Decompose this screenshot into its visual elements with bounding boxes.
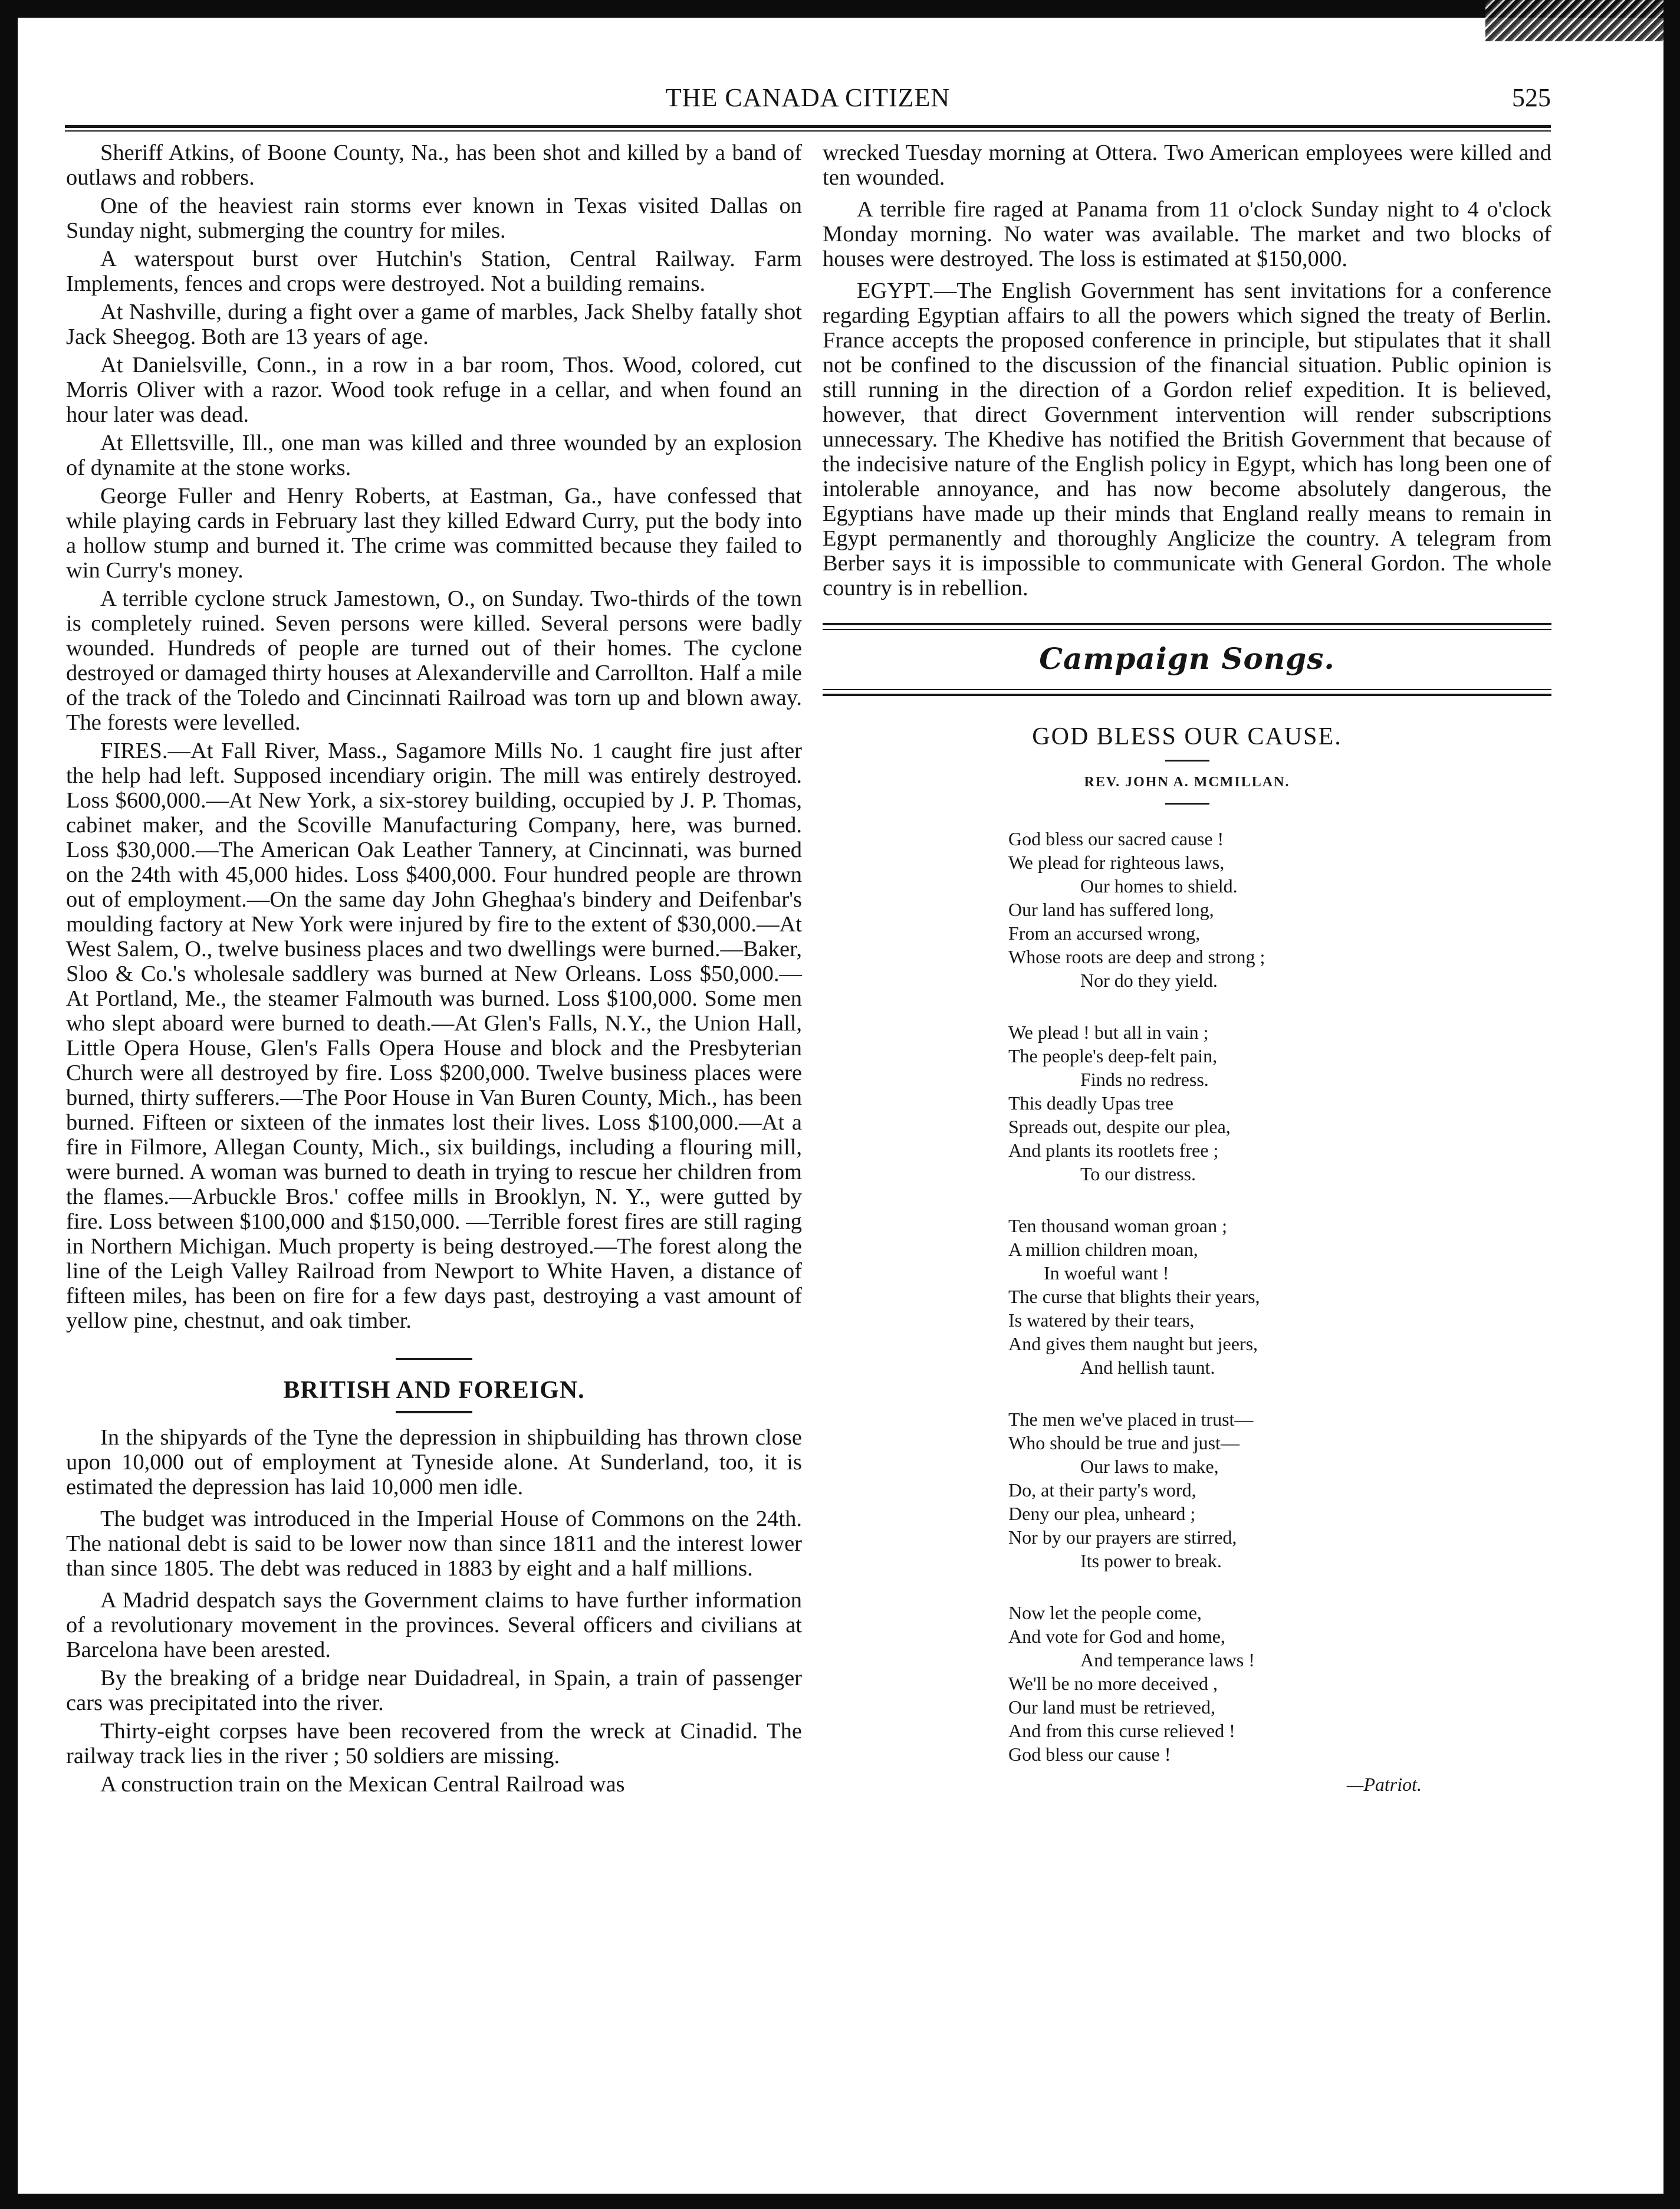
- foreign-item: The budget was introduced in the Imperial House of Commons on the 24th. The national debt is said to be lower now than since 1811 and the interest lower than since 1805. The debt was reduced in 1883 by eight and a half millions.: [66, 1506, 802, 1581]
- news-item: One of the heaviest rain storms ever known in Texas visited Dallas on Sunday night, submerging the country for miles.: [66, 193, 802, 243]
- poem-line: Nor by our prayers are stirred,: [1008, 1527, 1237, 1548]
- scan-edge-left: [0, 0, 18, 2209]
- poem-line: Who should be true and just—: [1008, 1432, 1240, 1453]
- poem-signature: —Patriot.: [1346, 1774, 1422, 1795]
- foreign-item: A Madrid despatch says the Government claims to have further information of a revolutionary movement in the provinces. Several officers and civilians at Barcelona have been arested.: [66, 1588, 802, 1662]
- page-header: [65, 83, 1551, 118]
- double-rule: [823, 623, 1551, 625]
- news-item: A waterspout burst over Hutchin's Station, Central Railway. Farm Implements, fences and crops were destroyed. Not a building remains.: [66, 247, 802, 296]
- poem-line: Do, at their party's word,: [1008, 1479, 1196, 1501]
- poem-line: In woeful want !: [1044, 1262, 1169, 1284]
- poem-line: Nor do they yield.: [1080, 970, 1218, 991]
- poem-line: Now let the people come,: [1008, 1602, 1202, 1623]
- poem-line: Is watered by their tears,: [1008, 1309, 1195, 1331]
- foreign-item: In the shipyards of the Tyne the depression in shipbuilding has thrown close upon 10,000 out of employment at Tyneside alone. At Sunderland, too, it is estimated the depression has laid 10,000 men idle.: [66, 1425, 802, 1499]
- news-item: A terrible cyclone struck Jamestown, O., on Sunday. Two-thirds of the town is completely ruined. Seven persons were killed. Several persons were badly wounded. Hundreds of people are turned out of their homes. The cyclone destroyed or damaged thirty houses at Alexanderville and Carrollton. Half a mile of the track of the Toledo and Cincinnati Railroad was torn up and blown away. The forests were levelled.: [66, 586, 802, 735]
- poem-line: Deny our plea, unheard ;: [1008, 1503, 1196, 1524]
- poem-stanza: [1008, 1020, 1551, 1186]
- poem-line: And from this curse relieved !: [1008, 1720, 1235, 1741]
- poem-line: From an accursed wrong,: [1008, 923, 1201, 944]
- poem-line: To our distress.: [1080, 1163, 1196, 1184]
- section-rule: [396, 1411, 472, 1413]
- campaign-songs-heading: Campaign Songs.: [1039, 641, 1335, 676]
- campaign-box-top: [823, 623, 1551, 630]
- poem-line: We plead for righteous laws,: [1008, 852, 1225, 873]
- fires-item: FIRES.—At Fall River, Mass., Sagamore Mills No. 1 caught fire just after the help had left. Supposed incendiary origin. The mill was entirely destroyed. Loss $600,000.—At New York, a six-storey building, occupied by J. P. Thomas, cabinet maker, and the Scoville Manufacturing Company, here, was burned. Loss $30,000.—The American Oak Leather Tannery, at Cincinnati, was burned on the 24th with 45,000 hides. Loss $400,000. Four hundred people are thrown out of employment.—On the same day John Gheghaa's bindery and Deifenbar's moulding factory at New York were injured by fire to the extent of $30,000.—At West Salem, O., twelve business places and two dwellings were burned.—Baker, Sloo & Co.'s wholesale saddlery was burned at New Orleans. Loss $50,000.— At Portland, Me., the steamer Falmouth was burned. Loss $100,000. Some men who slept aboard were burned to death.—At Glen's Falls, N.Y., the Union Hall, Little Opera House, Glen's Falls Opera House and block and the Presbyterian Church were all destroyed by fire. Loss $200,000. Twelve business places were burned, thirty sufferers.—The Poor House in Van Buren County, Mich., has been burned. Fifteen or sixteen of the inmates lost their lives. Loss $100,000.—At a fire in Filmore, Allegan County, Mich., six buildings, including a flouring mill, were burned. A woman was burned to death in trying to rescue her children from the flames.—Arbuckle Bros.' coffee mills in Brooklyn, N. Y., were gutted by fire. Loss between $100,000 and $150,000. —Terrible forest fires are still raging in Northern Michigan. Much property is being destroyed.—The forest along the line of the Leigh Valley Railroad from Newport to White Haven, a distance of fifteen miles, has been on fire for a few days past, destroying a vast amount of yellow pine, chestnut, and oak timber.: [66, 738, 802, 1333]
- poem-rule: [1165, 803, 1209, 805]
- poem-title: GOD BLESS OUR CAUSE.: [1032, 723, 1342, 750]
- poem-line: We plead ! but all in vain ;: [1008, 1022, 1209, 1043]
- scan-edge-right: [1663, 0, 1680, 2209]
- thin-rule: [823, 689, 1551, 690]
- news-item: Sheriff Atkins, of Boone County, Na., has been shot and killed by a band of outlaws and robbers.: [66, 140, 802, 190]
- poem-line: And hellish taunt.: [1080, 1357, 1215, 1378]
- section-rule: [396, 1358, 472, 1360]
- poem-line: And temperance laws !: [1080, 1649, 1255, 1670]
- news-item: A terrible fire raged at Panama from 11 o'clock Sunday night to 4 o'clock Monday morning. No water was available. The market and two blocks of houses were destroyed. The loss is estimated at $150,000.: [823, 197, 1551, 271]
- poem-line: Our laws to make,: [1080, 1456, 1219, 1477]
- poem-line: Spreads out, despite our plea,: [1008, 1116, 1231, 1137]
- poem-line: And vote for God and home,: [1008, 1626, 1225, 1647]
- poem-line: A million children moan,: [1008, 1239, 1198, 1260]
- scan-edge-top: [0, 0, 1680, 18]
- header-rule-thin: [65, 130, 1551, 132]
- poem-line: Our land has suffered long,: [1008, 899, 1214, 920]
- thin-rule: [823, 629, 1551, 630]
- double-rule: [823, 694, 1551, 696]
- section-heading: BRITISH AND FOREIGN.: [283, 1377, 585, 1404]
- news-item: At Ellettsville, Ill., one man was killed and three wounded by an explosion of dynamite at the stone works.: [66, 431, 802, 480]
- poem-line: The curse that blights their years,: [1008, 1286, 1260, 1307]
- poem-line: The men we've placed in trust—: [1008, 1409, 1254, 1430]
- poem-author: REV. JOHN A. MCMILLAN.: [1084, 774, 1290, 790]
- poem-line: Ten thousand woman groan ;: [1008, 1215, 1228, 1236]
- poem-line: God bless our sacred cause !: [1008, 828, 1224, 849]
- poem-line: We'll be no more deceived ,: [1008, 1673, 1218, 1694]
- poem-stanza: [1008, 1601, 1551, 1766]
- poem-line: Its power to break.: [1080, 1550, 1222, 1571]
- poem-line: Whose roots are deep and strong ;: [1008, 946, 1265, 967]
- poem-line: God bless our cause !: [1008, 1744, 1171, 1765]
- campaign-box-bottom: [823, 689, 1551, 696]
- left-column: [66, 140, 802, 1800]
- foreign-item: By the breaking of a bridge near Duidadreal, in Spain, a train of passenger cars was precipitated into the river.: [66, 1666, 802, 1715]
- poem-stanza: [1008, 1407, 1551, 1573]
- poem-stanza: [1008, 827, 1551, 992]
- poem-line: Our homes to shield.: [1080, 875, 1238, 897]
- egypt-item: EGYPT.—The English Government has sent invitations for a conference regarding Egyptian affairs to all the powers which signed the treaty of Berlin. France accepts the proposed conference in principle, but stipulates that it shall not be confined to the discussion of the financial situation. Public opinion is still running in the direction of a Gordon relief expedition. It is believed, however, that direct Government intervention will render subscriptions unnecessary. The Khedive has notified the British Government that because of the indecisive nature of the English policy in Egypt, which has long been one of intolerable annoyance, and has now become absolutely dangerous, the Egyptians have made up their minds that England really means to remain in Egypt permanently and thoroughly Anglicize the country. A telegram from Berber says it is impossible to communicate with General Gordon. The whole country is in rebellion.: [823, 278, 1551, 600]
- poem-stanza: [1008, 1214, 1551, 1379]
- news-item: At Nashville, during a fight over a game of marbles, Jack Shelby fatally shot Jack Sheegog. Both are 13 years of age.: [66, 300, 802, 349]
- poem-line: The people's deep-felt pain,: [1008, 1045, 1218, 1066]
- foreign-item: Thirty-eight corpses have been recovered from the wreck at Cinadid. The railway track lies in the river ; 50 soldiers are missing.: [66, 1719, 802, 1768]
- newspaper-title: THE CANADA CITIZEN: [665, 83, 951, 112]
- header-rule: [65, 125, 1551, 128]
- news-item: At Danielsville, Conn., in a row in a bar room, Thos. Wood, colored, cut Morris Oliver with a razor. Wood took refuge in a cellar, and when found an hour later was dead.: [66, 353, 802, 427]
- poem-line: And plants its rootlets free ;: [1008, 1140, 1219, 1161]
- poem-line: This deadly Upas tree: [1008, 1092, 1173, 1114]
- poem-rule: [1165, 760, 1209, 762]
- news-item: wrecked Tuesday morning at Ottera. Two American employees were killed and ten wounded.: [823, 140, 1551, 190]
- poem-line: Finds no redress.: [1080, 1069, 1209, 1090]
- scan-edge-corner: [1485, 0, 1680, 41]
- poem-line: And gives them naught but jeers,: [1008, 1333, 1258, 1354]
- foreign-item: A construction train on the Mexican Central Railroad was: [100, 1772, 625, 1797]
- news-item: George Fuller and Henry Roberts, at Eastman, Ga., have confessed that while playing cards in February last they killed Edward Curry, put the body into a hollow stump and burned it. The crime was committed because they failed to win Curry's money.: [66, 484, 802, 583]
- page-number: 525: [1512, 83, 1551, 112]
- poem-line: Our land must be retrieved,: [1008, 1696, 1215, 1718]
- right-column: [823, 140, 1551, 1797]
- scan-edge-bottom: [0, 2194, 1680, 2209]
